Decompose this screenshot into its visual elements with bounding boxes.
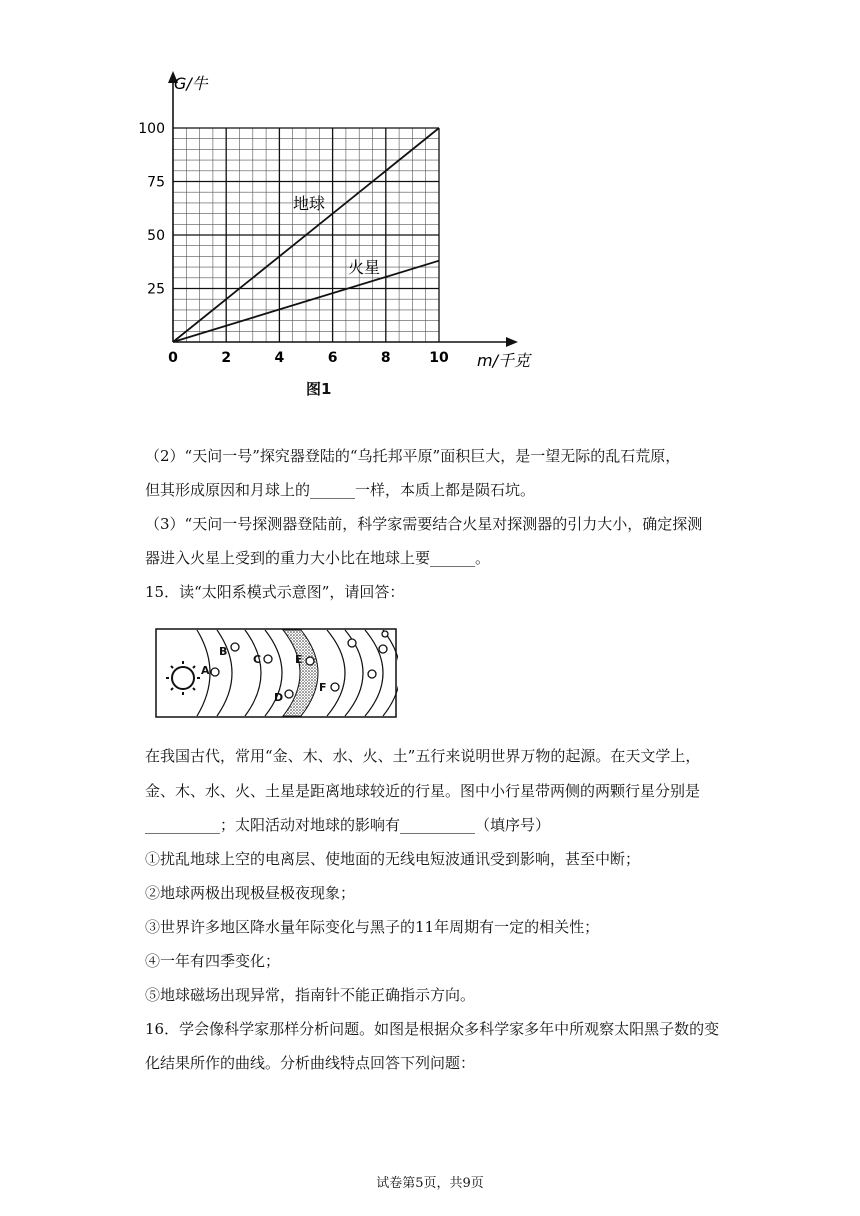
y-tick-label: 50	[147, 228, 165, 244]
solar-system-diagram	[155, 628, 398, 719]
x-tick-label: 0	[168, 350, 178, 366]
planet-label-c: C	[253, 653, 262, 666]
q14-part3-line1: （3）“天问一号探测器登陆前，科学家需要结合火星对探测器的引力大小，确定探测	[145, 515, 703, 533]
x-tick-label: 8	[380, 350, 391, 366]
q15-para2: 金、木、水、火、土星是距离地球较近的行星。图中小行星带两侧的两颗行星分别是	[145, 782, 701, 800]
q15-option-3: ③世界许多地区降水量年际变化与黑子的11年周期有一定的相关性；	[145, 918, 600, 936]
q15-option-1: ①扰乱地球上空的电离层、使地面的无线电短波通讯受到影响，甚至中断；	[145, 850, 641, 868]
q16-line1: 16．学会像科学家那样分析问题。如图是根据众多科学家多年中所观察太阳黑子数的变	[145, 1020, 720, 1038]
axes	[168, 71, 518, 347]
y-axis-label: G/牛	[174, 74, 208, 93]
figure-caption: 图1	[306, 380, 332, 398]
q15-option-5: ⑤地球磁场出现异常，指南针不能正确指示方向。	[145, 986, 476, 1004]
planet-label-a: A	[201, 664, 210, 677]
x-tick-label: 6	[327, 350, 338, 366]
page-footer: 试卷第5页，共9页	[376, 1176, 484, 1191]
q15-stem: 15．读“太阳系模式示意图”，请回答：	[145, 583, 405, 601]
y-tick-label: 100	[138, 121, 165, 137]
q14-part2-line1: （2）“天问一号”探究器登陆的“乌托邦平原”面积巨大，是一望无际的乱石荒原，	[145, 447, 681, 465]
planet-label-b: B	[219, 645, 228, 658]
planet-label-d: D	[274, 691, 284, 704]
x-tick-label: 10	[429, 350, 449, 366]
q14-part3-line2: 器进入火星上受到的重力大小比在地球上要______。	[145, 549, 491, 567]
q15-para1: 在我国古代，常用“金、木、水、火、土”五行来说明世界万物的起源。在天文学上，	[145, 747, 701, 765]
sun-icon	[166, 661, 200, 695]
y-tick-label: 25	[147, 281, 165, 298]
q15-option-4: ④一年有四季变化；	[145, 952, 281, 970]
series-label-earth: 地球	[293, 194, 326, 213]
y-tick-label: 75	[147, 174, 165, 191]
planet-label-f: F	[319, 681, 327, 694]
q15-para3: __________；太阳活动对地球的影响有__________（填序号）	[145, 816, 551, 834]
x-tick-label: 4	[274, 350, 285, 366]
q16-line2: 化结果所作的曲线。分析曲线特点回答下列问题：	[145, 1054, 476, 1072]
planet-label-e: E	[295, 653, 303, 666]
x-tick-label: 2	[221, 350, 232, 366]
series-label-mars: 火星	[348, 258, 381, 277]
q14-part2-line2: 但其形成原因和月球上的______一样，本质上都是陨石坑。	[145, 481, 536, 499]
gravity-mass-chart	[130, 65, 550, 405]
q15-option-2: ②地球两极出现极昼极夜现象；	[145, 884, 356, 902]
x-axis-arrow	[506, 337, 518, 347]
x-axis-label: m/千克	[477, 351, 530, 370]
